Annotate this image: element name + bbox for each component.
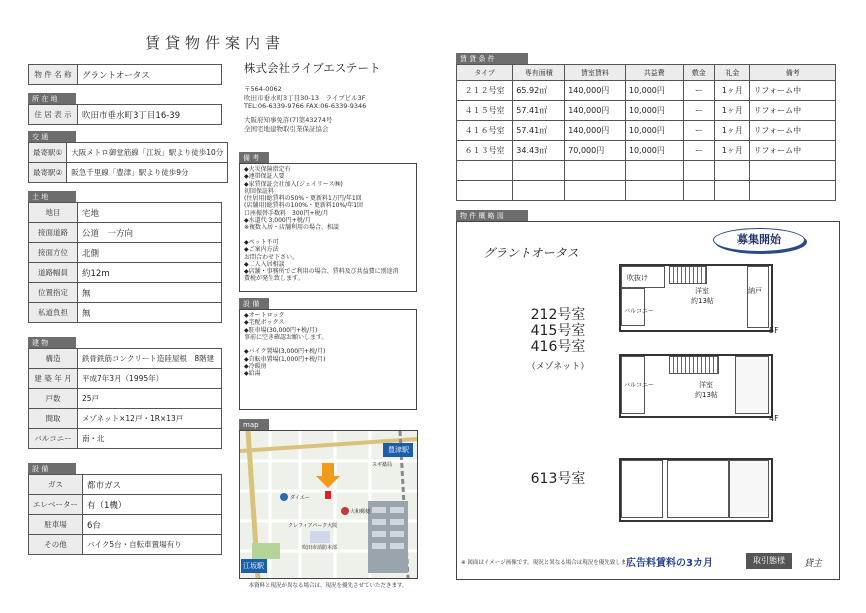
conditions-cell: 1ヶ月 (715, 121, 750, 141)
equipment-line: ◆宅配ボックス (244, 319, 285, 327)
conditions-cell: ４１５号室 (457, 101, 513, 121)
company-address: 吹田市垂水町3丁目30-13 ライブビル3F (244, 94, 366, 102)
remarks-line: ◆水道代 3,000円+税/月 (244, 217, 311, 225)
table-row (457, 141, 836, 161)
conditions-table (456, 64, 836, 201)
table-row (457, 121, 836, 141)
remarks-line: 費税が発生致します。 (244, 275, 304, 283)
equipment-line: ◆オートロック (244, 312, 285, 319)
land-label: 道路幅員 (29, 263, 78, 283)
remarks-line: ◆連帯保証人要 (244, 173, 285, 181)
conditions-cell: ー (683, 101, 715, 121)
land-value: 無 (78, 303, 222, 323)
conditions-cell (565, 181, 626, 201)
conditions-cell: 57.41㎡ (513, 101, 565, 121)
company-license: 大阪府知事免許(7)第43274号 (244, 116, 333, 124)
floorplan-room-415: 415号室 (530, 323, 586, 339)
map-place-post: 大和郵便 (350, 509, 371, 515)
floorplan-613-wet-area (729, 460, 769, 518)
page-title: 賃貸物件案内書 (144, 34, 285, 52)
remarks-line: ◆ペット不可 (244, 238, 279, 246)
conditions-col-header: 備考 (750, 65, 836, 81)
conditions-cell: ー (683, 141, 715, 161)
conditions-cell: 10,000円 (625, 141, 683, 161)
remarks-header: 備 考 (239, 152, 269, 164)
building-label: 戸数 (29, 389, 78, 409)
land-label: 接面道路 (29, 223, 78, 243)
conditions-cell: 34.43㎡ (513, 141, 565, 161)
floorplan-storage (747, 266, 769, 328)
conditions-cell: 70,000円 (565, 141, 626, 161)
conditions-cell: ー (683, 121, 715, 141)
equipment-line: ◆冷暖房 (244, 363, 267, 371)
floorplan-lower-room: 洋室 (699, 381, 713, 389)
conditions-cell (457, 181, 513, 201)
company-postal: 〒564-0062 (244, 85, 282, 93)
property-name: グラントオータス (78, 65, 222, 85)
map-place-park: クレフィアパーク大阪 (288, 523, 338, 529)
floorplan-upper-balcony-label: バルコニー (624, 308, 655, 315)
conditions-cell: リフォーム中 (750, 81, 836, 101)
equipment-box (239, 309, 417, 410)
table-row (457, 181, 836, 201)
building-label: バルコニー (29, 429, 78, 449)
conditions-cell: リフォーム中 (750, 101, 836, 121)
conditions-cell (750, 161, 836, 181)
floorplan-upper-room: 洋室 (695, 287, 709, 295)
conditions-cell: ２１２号室 (457, 81, 513, 101)
conditions-cell: リフォーム中 (750, 141, 836, 161)
floorplan-room-613: 613号室 (530, 471, 586, 487)
floorplan-floor-5f: 5F (769, 326, 779, 335)
remarks-line: ◆家賃保証会社加入(ジェイリース㈱) (244, 180, 343, 188)
remarks-line: 口座振替手数料 300円+税/月 (244, 209, 329, 217)
conditions-cell: 10,000円 (625, 101, 683, 121)
remarks-line: お問合わせ下さい。 (244, 253, 299, 261)
land-value: 公道 一方向 (78, 223, 222, 243)
conditions-cell: ー (683, 81, 715, 101)
conditions-cell: ４１６号室 (457, 121, 513, 141)
floorplan-floor-4f: 4F (769, 414, 779, 423)
conditions-cell (565, 161, 626, 181)
transport-header: 交 通 (28, 131, 76, 143)
conditions-col-header: 賃室賃料 (565, 65, 626, 81)
transport-table (28, 142, 228, 183)
remarks-text (240, 164, 416, 285)
transport-value: 阪急千里線「豊津」駅より徒歩9分 (67, 163, 228, 183)
land-label: 接面方位 (29, 243, 78, 263)
conditions-cell (457, 161, 513, 181)
facilities-label: 駐車場 (29, 515, 83, 535)
land-value: 北側 (78, 243, 222, 263)
conditions-cell (750, 181, 836, 201)
facilities-value: バイク5台・自転車置場有り (83, 535, 222, 555)
land-label: 位置指定 (29, 283, 78, 303)
building-label: 間取 (29, 409, 78, 429)
conditions-cell: ６１３号室 (457, 141, 513, 161)
facilities-value: 有（1機） (83, 495, 222, 515)
location-header: 所 在 地 (28, 93, 76, 105)
building-label: 建 築 年 月 (29, 369, 78, 389)
remarks-line (244, 232, 412, 239)
equipment-line: ◆自転車置場(1,000円+税/月) (244, 355, 326, 363)
recruitment-badge: 募集開始 (713, 228, 805, 252)
building-header: 建 物 (28, 337, 76, 349)
floorplan-storage-label: 納戸 (748, 287, 762, 295)
transport-value: 大阪メトロ御堂筋線「江坂」駅より徒歩10分 (67, 143, 228, 163)
floorplan-lower-balcony-label: バルコニー (624, 382, 655, 389)
equipment-line: ◆駐車場(30,000円+税/月) (244, 326, 318, 334)
remarks-line: ◆店舗・事務所でご利用の場合、賃料及び共益費に別途消 (244, 268, 399, 276)
remarks-line: (店舗用)総賃料の100%・更新料10%/年1回 (244, 202, 364, 210)
land-table (28, 202, 222, 323)
floorplan-maisonette-note: （メゾネット） (526, 362, 590, 372)
floorplan-wet-area (735, 356, 769, 414)
conditions-cell (625, 161, 683, 181)
floorplan-void-label: 吹抜け (627, 274, 648, 282)
building-value: 南・北 (78, 429, 222, 449)
conditions-col-header: 共益費 (625, 65, 683, 81)
conditions-cell: 140,000円 (565, 121, 626, 141)
conditions-cell: 57.41㎡ (513, 121, 565, 141)
conditions-cell: 140,000円 (565, 81, 626, 101)
conditions-cell (513, 161, 565, 181)
floorplan-room-212: 212号室 (530, 307, 586, 323)
floorplan-room-416: 416号室 (530, 339, 586, 355)
facilities-label: エレベーター (29, 495, 83, 515)
land-label: 私道負担 (29, 303, 78, 323)
floorplan-upper-size: 約13帖 (691, 297, 714, 305)
company-association: 全国宅地建物取引業保証協会 (244, 125, 329, 133)
floorplan-building-name: グラントオータス (483, 246, 579, 260)
location-table (28, 104, 222, 125)
conditions-cell: 1ヶ月 (715, 141, 750, 161)
conditions-cell: 10,000円 (625, 81, 683, 101)
table-row (457, 101, 836, 121)
conditions-cell (715, 181, 750, 201)
conditions-cell (683, 161, 715, 181)
conditions-col-header: タイプ (457, 65, 513, 81)
floorplan-footer-note: ※ 図面はイメージ画像です。現況と異なる場合は現況を優先致します。 (461, 560, 637, 566)
map-station-esaka: 江坂駅 (243, 562, 264, 570)
property-label: 物 件 名 称 (29, 65, 78, 85)
remarks-box (239, 163, 417, 292)
company-name: 株式会社ライブエステート (244, 61, 381, 75)
equipment-line: 事前に空き確認お願いします。 (244, 333, 328, 341)
building-value: 鉄骨鉄筋コンクリート造陸屋根 8階建 (78, 349, 222, 369)
land-header: 土 地 (28, 191, 76, 203)
floorplan-header: 物 件 概 略 図 (456, 210, 528, 222)
floorplan-lower-size: 約13帖 (695, 391, 718, 399)
trade-type-label: 取引態様 (746, 553, 792, 569)
remarks-line: 初回保証料 (244, 187, 275, 195)
equipment-line: ◆バイク置場(3,000円+税/月) (244, 348, 326, 356)
floorplan-613-room (667, 460, 729, 518)
conditions-cell (715, 161, 750, 181)
location-label: 住 居 表 示 (29, 105, 78, 125)
map-place-fire: 吹田市消防本部 (302, 545, 338, 551)
map-caption: 本資料と現況が異なる場合は、現況を優先させていただきます。 (248, 583, 408, 589)
land-label: 地目 (29, 203, 78, 223)
floorplan-613-balcony (621, 460, 663, 518)
map-station-toyotsu: 豊津駅 (388, 446, 409, 454)
facilities-table (28, 474, 222, 555)
table-row (457, 81, 836, 101)
land-value: 無 (78, 283, 222, 303)
equipment-text (240, 310, 416, 380)
trade-type-value: 貸主 (804, 559, 823, 569)
building-table (28, 348, 222, 449)
transport-label: 最寄駅② (29, 163, 67, 183)
company-tel: TEL:06-6339-9766 FAX:06-6339-9346 (244, 102, 367, 110)
conditions-header: 賃 貸 条 件 (456, 53, 528, 65)
building-label: 構造 (29, 349, 78, 369)
remarks-line: ◆火災保険指定有 (244, 166, 291, 173)
remarks-line: ◆二人入居相談 (244, 260, 285, 268)
remarks-line: ◆ご案内方法 (244, 246, 279, 254)
conditions-cell: 65.92㎡ (513, 81, 565, 101)
conditions-cell (625, 181, 683, 201)
conditions-col-header: 礼金 (715, 65, 750, 81)
floorplan-stairs-lower (669, 356, 719, 374)
conditions-cell: 10,000円 (625, 121, 683, 141)
conditions-cell: 1ヶ月 (715, 101, 750, 121)
area-map[interactable] (239, 430, 418, 579)
location-value: 吹田市垂水町3丁目16-39 (78, 105, 222, 125)
property-table (28, 64, 222, 85)
table-row (457, 161, 836, 181)
building-value: 平成7年3月（1995年） (78, 369, 222, 389)
facilities-label: ガス (29, 475, 83, 495)
map-header: map (239, 419, 269, 431)
conditions-cell: 1ヶ月 (715, 81, 750, 101)
map-place-daiei: ダイエー (290, 495, 310, 501)
building-value: メゾネット×12戸・1R×13戸 (78, 409, 222, 429)
conditions-cell (683, 181, 715, 201)
conditions-cell (513, 181, 565, 201)
land-value: 約12m (78, 263, 222, 283)
conditions-cell: 140,000円 (565, 101, 626, 121)
facilities-header: 設 備 (28, 463, 76, 475)
building-value: 25戸 (78, 389, 222, 409)
remarks-line: ※複数入居・店舗利用の場合、相談 (244, 224, 340, 232)
facilities-value: 6台 (83, 515, 222, 535)
facilities-label: その他 (29, 535, 83, 555)
conditions-col-header: 専有面積 (513, 65, 565, 81)
map-place-pharmacy: スギ薬局 (372, 462, 393, 468)
floorplan-stairs-upper (669, 266, 707, 284)
transport-label: 最寄駅① (29, 143, 67, 163)
equipment-header: 設 備 (239, 298, 269, 310)
land-value: 宅地 (78, 203, 222, 223)
ad-fee: 広告料賃料の3カ月 (626, 558, 713, 569)
floorplan-box (456, 221, 840, 580)
remarks-line: (住居用)総賃料の50%・更新料1万円/年1回 (244, 195, 362, 203)
conditions-col-header: 敷金 (683, 65, 715, 81)
equipment-line: ◆給湯 (244, 370, 261, 378)
facilities-value: 都市ガス (83, 475, 222, 495)
conditions-cell: リフォーム中 (750, 121, 836, 141)
